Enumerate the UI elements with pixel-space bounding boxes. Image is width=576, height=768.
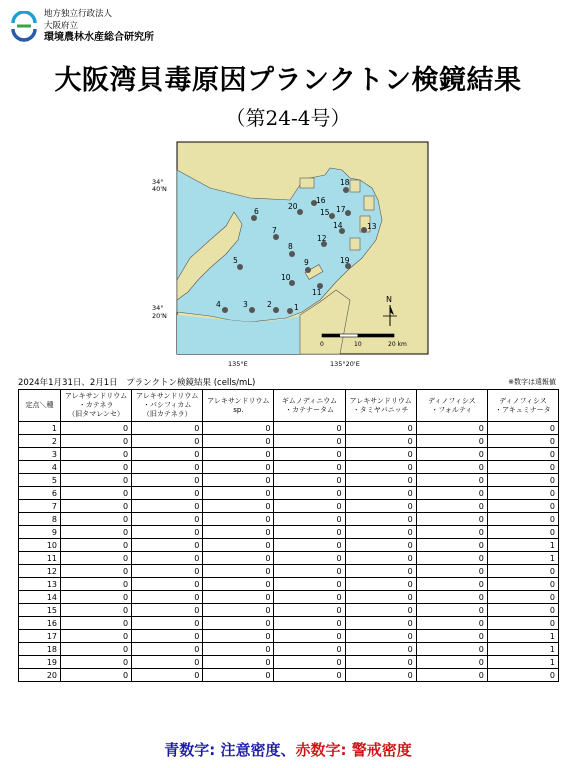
count-cell: 0 (274, 591, 345, 604)
count-cell: 0 (345, 630, 416, 643)
count-cell: 0 (132, 474, 203, 487)
lon-label-left: 135°E (228, 360, 248, 368)
count-cell: 0 (487, 604, 558, 617)
count-cell: 0 (487, 526, 558, 539)
north-label: N (386, 295, 392, 304)
column-header-line: （旧カテネラ） (142, 410, 192, 418)
scale-label-0: 0 (320, 341, 324, 348)
count-cell: 0 (487, 565, 558, 578)
count-cell: 0 (487, 474, 558, 487)
count-cell: 0 (132, 448, 203, 461)
station-marker (289, 251, 295, 257)
count-cell: 0 (132, 604, 203, 617)
count-cell: 0 (132, 669, 203, 682)
count-cell: 0 (345, 435, 416, 448)
count-cell: 0 (416, 474, 487, 487)
count-cell: 0 (345, 461, 416, 474)
count-cell: 0 (61, 539, 132, 552)
count-cell: 0 (132, 539, 203, 552)
count-cell: 0 (345, 474, 416, 487)
station-label: 9 (304, 258, 309, 267)
count-cell: 0 (274, 422, 345, 435)
station-marker (273, 307, 279, 313)
count-cell: 0 (274, 630, 345, 643)
count-cell: 0 (487, 513, 558, 526)
count-cell: 0 (132, 643, 203, 656)
count-cell: 0 (132, 487, 203, 500)
note: ※数字は遠報値 (508, 378, 556, 386)
count-cell: 0 (274, 578, 345, 591)
count-cell: 0 (61, 474, 132, 487)
legend-red-desc: : 警戒密度 (340, 741, 412, 759)
station-marker (343, 187, 349, 193)
count-cell: 0 (61, 513, 132, 526)
table-row (19, 526, 559, 539)
column-header-line: ・カテナータム (284, 405, 334, 414)
station-marker (297, 209, 303, 215)
table-row (19, 448, 559, 461)
count-cell: 0 (487, 578, 558, 591)
count-cell: 0 (203, 604, 274, 617)
count-cell: 0 (274, 539, 345, 552)
count-cell: 0 (132, 578, 203, 591)
station-cell: 1 (19, 422, 61, 435)
count-cell: 0 (203, 565, 274, 578)
count-cell: 0 (416, 422, 487, 435)
station-cell: 4 (19, 461, 61, 474)
count-cell: 0 (487, 448, 558, 461)
count-cell: 0 (345, 578, 416, 591)
corner-header: 定点＼種 (19, 390, 61, 422)
count-cell: 0 (345, 656, 416, 669)
count-cell: 0 (203, 591, 274, 604)
station-label: 1 (294, 303, 299, 312)
lat-label-bottom: 34° (152, 304, 164, 312)
count-cell: 0 (274, 435, 345, 448)
count-cell: 1 (487, 630, 558, 643)
count-cell: 0 (274, 669, 345, 682)
count-cell: 0 (203, 422, 274, 435)
count-cell: 0 (345, 539, 416, 552)
scale-label-10: 10 (354, 341, 362, 348)
count-cell: 0 (132, 617, 203, 630)
table-row (19, 669, 559, 682)
station-cell: 7 (19, 500, 61, 513)
count-cell: 0 (274, 461, 345, 474)
station-cell: 6 (19, 487, 61, 500)
count-cell: 0 (416, 435, 487, 448)
count-cell: 0 (345, 487, 416, 500)
count-cell: 0 (345, 500, 416, 513)
count-cell: 0 (132, 656, 203, 669)
table-row (19, 617, 559, 630)
count-cell: 0 (274, 656, 345, 669)
station-label: 16 (316, 196, 326, 205)
column-header-line: アレキサンドリウム (136, 392, 199, 400)
station-map (150, 140, 430, 372)
count-cell: 0 (132, 552, 203, 565)
count-cell: 0 (61, 422, 132, 435)
station-label: 19 (340, 256, 350, 265)
count-cell: 0 (487, 422, 558, 435)
count-cell: 0 (487, 500, 558, 513)
count-cell: 0 (345, 513, 416, 526)
count-cell: 0 (416, 630, 487, 643)
count-cell: 0 (416, 461, 487, 474)
station-cell: 9 (19, 526, 61, 539)
table-row (19, 422, 559, 435)
count-cell: 0 (487, 617, 558, 630)
table-row (19, 656, 559, 669)
column-header-line: ・タミヤバニッチ (352, 405, 409, 414)
count-cell: 0 (345, 552, 416, 565)
org-logo (10, 9, 210, 47)
count-cell: 0 (132, 513, 203, 526)
count-cell: 0 (345, 643, 416, 656)
count-cell: 0 (61, 656, 132, 669)
count-cell: 0 (132, 422, 203, 435)
count-cell: 0 (274, 643, 345, 656)
lat-label-top: 34° (152, 178, 164, 186)
page-title: 大阪湾貝毒原因プランクトン検鏡結果 (54, 65, 522, 96)
station-cell: 2 (19, 435, 61, 448)
count-cell: 0 (416, 487, 487, 500)
count-cell: 0 (203, 643, 274, 656)
count-cell: 0 (274, 487, 345, 500)
count-cell: 0 (203, 474, 274, 487)
count-cell: 0 (203, 617, 274, 630)
count-cell: 0 (203, 513, 274, 526)
count-cell: 0 (416, 669, 487, 682)
column-header-line: ・カテネラ (78, 401, 114, 409)
count-cell: 1 (487, 643, 558, 656)
count-cell: 0 (416, 643, 487, 656)
count-cell: 0 (416, 578, 487, 591)
count-cell: 0 (132, 435, 203, 448)
column-header-line: sp. (233, 405, 244, 414)
count-cell: 0 (487, 487, 558, 500)
count-cell: 0 (203, 487, 274, 500)
org-name-line1: 地方独立行政法人 (44, 9, 113, 19)
count-cell: 0 (61, 448, 132, 461)
lat-label-bottom-min: 20'N (152, 312, 167, 320)
station-cell: 19 (19, 656, 61, 669)
table-row (19, 565, 559, 578)
station-marker (222, 307, 228, 313)
count-cell: 0 (274, 474, 345, 487)
column-header-line: ・パシフィカム (142, 401, 192, 409)
column-header (416, 390, 487, 422)
count-cell: 0 (132, 630, 203, 643)
count-cell: 0 (416, 500, 487, 513)
count-cell: 0 (203, 461, 274, 474)
station-marker (237, 264, 243, 270)
count-cell: 0 (274, 604, 345, 617)
station-marker (249, 307, 255, 313)
count-cell: 0 (132, 461, 203, 474)
station-label: 11 (312, 288, 322, 297)
station-cell: 3 (19, 448, 61, 461)
station-cell: 11 (19, 552, 61, 565)
count-cell: 0 (487, 591, 558, 604)
count-cell: 0 (487, 669, 558, 682)
count-cell: 0 (274, 500, 345, 513)
station-marker (287, 308, 293, 314)
count-cell: 0 (345, 604, 416, 617)
column-header (132, 390, 203, 422)
station-label: 6 (254, 207, 259, 216)
count-cell: 0 (345, 591, 416, 604)
count-cell: 0 (416, 539, 487, 552)
station-label: 12 (317, 234, 327, 243)
org-name-line2: 大阪府立 (44, 20, 79, 31)
count-cell: 0 (61, 565, 132, 578)
count-cell: 0 (345, 422, 416, 435)
table-row (19, 552, 559, 565)
table-row (19, 630, 559, 643)
count-cell: 0 (416, 656, 487, 669)
station-cell: 17 (19, 630, 61, 643)
station-label: 10 (281, 273, 291, 282)
station-cell: 8 (19, 513, 61, 526)
count-cell: 0 (203, 552, 274, 565)
count-cell: 0 (345, 617, 416, 630)
table-row (19, 487, 559, 500)
count-cell: 0 (416, 448, 487, 461)
count-cell: 0 (345, 565, 416, 578)
count-cell: 0 (274, 526, 345, 539)
count-cell: 0 (416, 604, 487, 617)
count-cell: 0 (274, 448, 345, 461)
column-header-line: （旧タマレンセ） (68, 410, 124, 418)
count-cell: 0 (132, 565, 203, 578)
station-cell: 13 (19, 578, 61, 591)
org-name (44, 9, 154, 44)
legend-blue-label: 青数字 (164, 741, 210, 759)
count-cell: 0 (274, 617, 345, 630)
lon-label-right: 135°20'E (330, 360, 360, 368)
column-header-line: ディノフィシス (499, 396, 547, 405)
column-header-line: ・フォルティ (431, 405, 473, 414)
count-cell: 0 (416, 617, 487, 630)
table-row (19, 578, 559, 591)
table-row (19, 435, 559, 448)
column-header (61, 390, 132, 422)
count-cell: 0 (132, 591, 203, 604)
station-marker (305, 267, 311, 273)
station-label: 7 (272, 226, 277, 235)
count-cell: 0 (274, 552, 345, 565)
table-row (19, 461, 559, 474)
station-cell: 18 (19, 643, 61, 656)
count-cell: 0 (487, 461, 558, 474)
count-cell: 0 (203, 435, 274, 448)
station-label: 3 (243, 300, 248, 309)
station-cell: 12 (19, 565, 61, 578)
org-name-line3: 環境農林水産総合研究所 (44, 32, 154, 43)
plankton-table (18, 389, 559, 682)
station-marker (329, 213, 335, 219)
count-cell: 0 (61, 617, 132, 630)
count-cell: 0 (61, 630, 132, 643)
column-header-line: ディノフィシス (427, 396, 476, 405)
count-cell: 0 (416, 526, 487, 539)
column-header-line: アレキサンドリウム (64, 392, 128, 400)
table-row (19, 474, 559, 487)
lat-label-top-min: 40'N (152, 185, 167, 193)
count-cell: 0 (61, 591, 132, 604)
legend-blue-desc: : 注意密度、 (209, 741, 296, 759)
station-label: 15 (320, 208, 330, 217)
table-caption: 2024年1月31日、2月1日 プランクトン検鏡結果 (cells/mL) (18, 378, 256, 388)
station-marker (345, 210, 351, 216)
count-cell: 0 (203, 539, 274, 552)
column-header-line: ギムノディニウム (281, 396, 338, 405)
table-row (19, 513, 559, 526)
count-cell: 0 (274, 565, 345, 578)
table-row (19, 643, 559, 656)
count-cell: 0 (487, 435, 558, 448)
count-cell: 0 (61, 669, 132, 682)
count-cell: 0 (132, 500, 203, 513)
legend-red-label: 赤数字 (295, 741, 341, 759)
column-header (203, 390, 274, 422)
station-cell: 10 (19, 539, 61, 552)
station-label: 14 (333, 221, 343, 230)
count-cell: 0 (203, 578, 274, 591)
station-label: 5 (233, 256, 238, 265)
count-cell: 0 (61, 643, 132, 656)
table-row (19, 591, 559, 604)
column-header (487, 390, 558, 422)
count-cell: 0 (61, 487, 132, 500)
count-cell: 0 (203, 526, 274, 539)
count-cell: 0 (61, 435, 132, 448)
count-cell: 0 (345, 526, 416, 539)
table-row (19, 500, 559, 513)
count-cell: 0 (274, 513, 345, 526)
count-cell: 0 (61, 500, 132, 513)
legend-footer (0, 739, 576, 760)
count-cell: 0 (416, 565, 487, 578)
count-cell: 1 (487, 552, 558, 565)
count-cell: 0 (61, 604, 132, 617)
count-cell: 0 (61, 578, 132, 591)
count-cell: 1 (487, 539, 558, 552)
station-label: 2 (267, 300, 272, 309)
station-label: 4 (216, 300, 221, 309)
scale-label-20: 20 km (388, 341, 407, 348)
count-cell: 0 (345, 669, 416, 682)
count-cell: 0 (61, 552, 132, 565)
column-header-line: アレキサンドリウム (349, 396, 412, 405)
count-cell: 0 (61, 461, 132, 474)
page-subtitle: （第24-4号） (225, 106, 351, 130)
column-header (345, 390, 416, 422)
station-label: 13 (367, 222, 377, 231)
count-cell: 0 (132, 526, 203, 539)
count-cell: 0 (61, 526, 132, 539)
station-cell: 20 (19, 669, 61, 682)
count-cell: 0 (203, 500, 274, 513)
count-cell: 0 (416, 513, 487, 526)
count-cell: 0 (416, 552, 487, 565)
count-cell: 0 (203, 448, 274, 461)
count-cell: 0 (203, 630, 274, 643)
column-header-line: ・アキュミナータ (495, 405, 551, 414)
org-logo-mark-icon (10, 11, 38, 43)
table-header-row (19, 390, 559, 422)
station-cell: 16 (19, 617, 61, 630)
count-cell: 1 (487, 656, 558, 669)
station-cell: 5 (19, 474, 61, 487)
count-cell: 0 (345, 448, 416, 461)
station-label: 20 (288, 202, 298, 211)
column-header-line: アレキサンドリウム (207, 396, 270, 405)
column-header (274, 390, 345, 422)
station-label: 18 (340, 178, 350, 187)
station-label: 17 (336, 205, 346, 214)
station-cell: 15 (19, 604, 61, 617)
table-row (19, 539, 559, 552)
count-cell: 0 (416, 591, 487, 604)
station-label: 8 (288, 242, 293, 251)
count-cell: 0 (203, 656, 274, 669)
table-body (19, 422, 559, 682)
table-row (19, 604, 559, 617)
station-cell: 14 (19, 591, 61, 604)
count-cell: 0 (203, 669, 274, 682)
